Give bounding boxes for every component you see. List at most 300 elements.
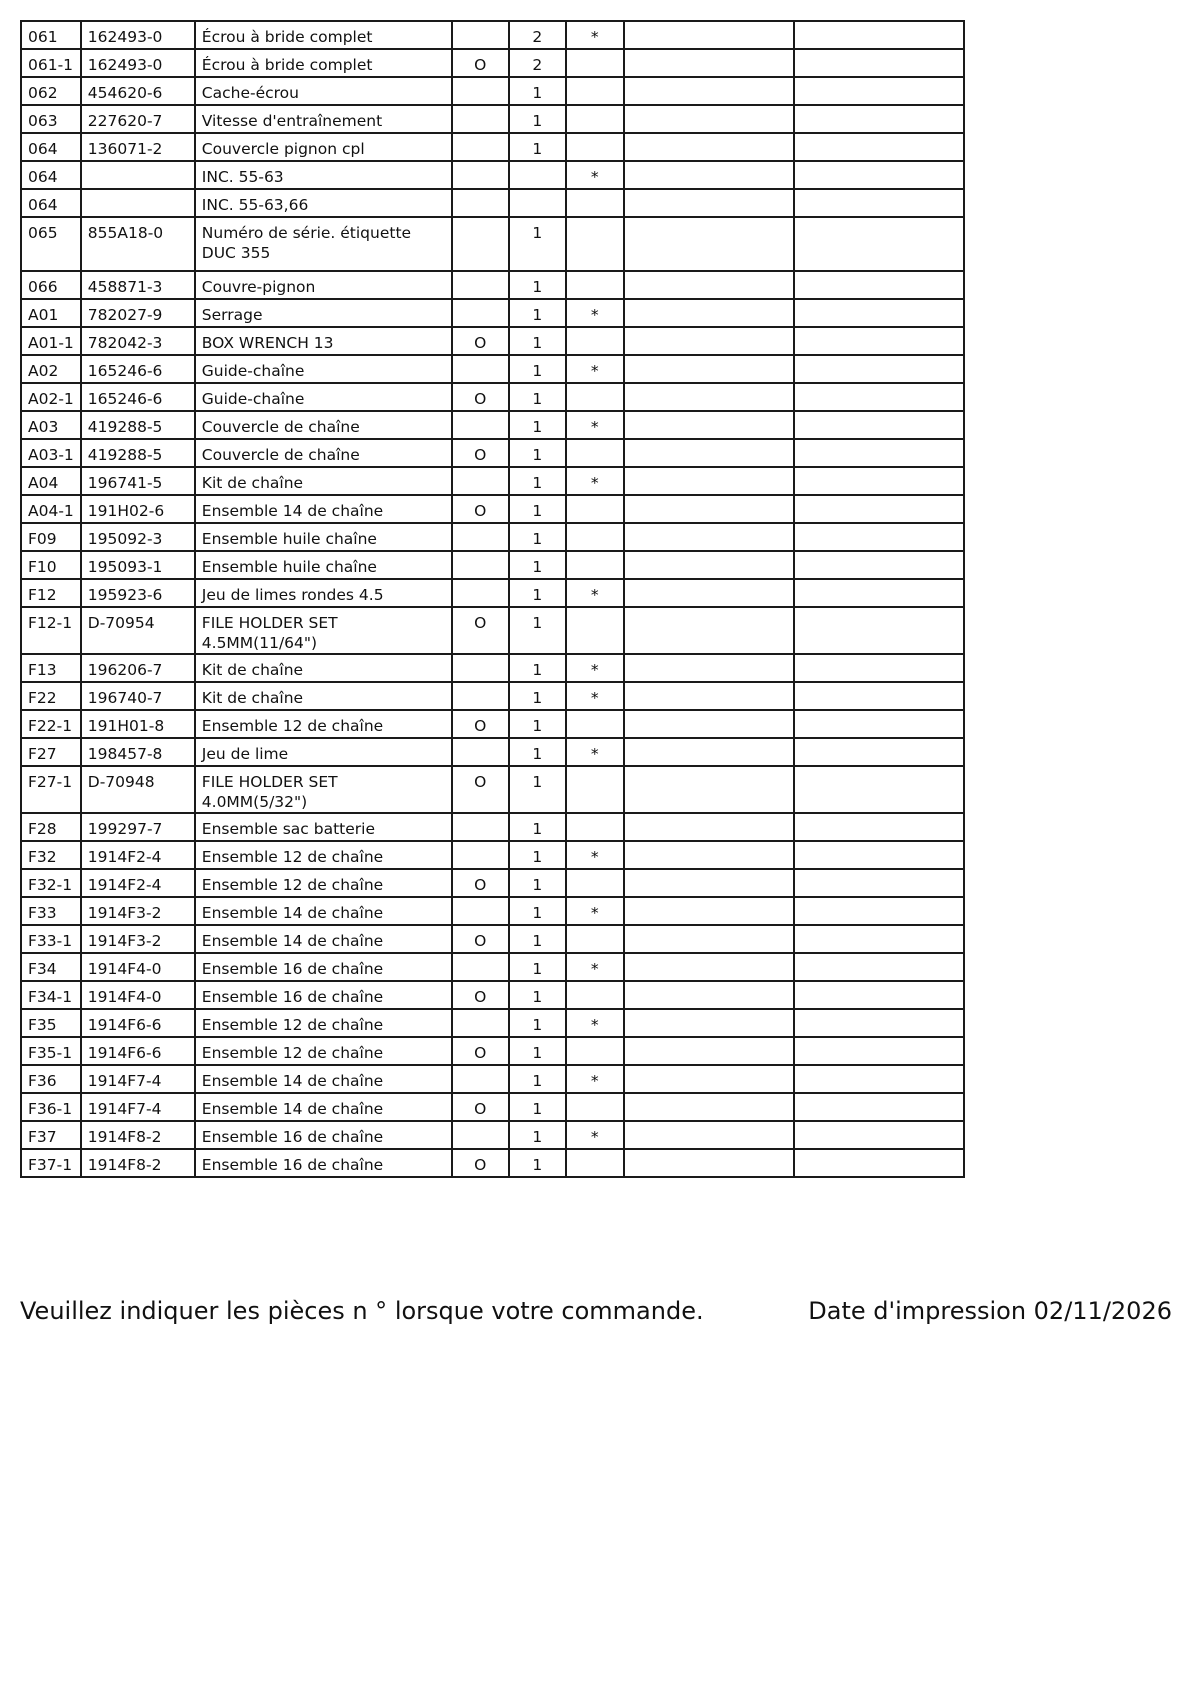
mark-cell [566,981,624,1009]
item-number-cell: F09 [21,523,81,551]
description-cell: Jeu de lime [195,738,452,766]
blank-cell-2 [794,981,964,1009]
option-cell [452,299,509,327]
mark-cell [566,271,624,299]
item-number-cell: 063 [21,105,81,133]
part-number-cell: 162493-0 [81,21,195,49]
option-cell: O [452,1149,509,1177]
description-cell: Guide-chaîne [195,383,452,411]
table-row [21,495,964,523]
table-row [21,766,964,813]
blank-cell-2 [794,327,964,355]
quantity-cell: 1 [509,841,566,869]
item-number-cell: F13 [21,654,81,682]
description-cell: Couvre-pignon [195,271,452,299]
item-number-cell: F22 [21,682,81,710]
mark-cell: * [566,897,624,925]
blank-cell-2 [794,869,964,897]
table-row [21,710,964,738]
description-cell: Ensemble 16 de chaîne [195,981,452,1009]
blank-cell-2 [794,189,964,217]
description-cell: Ensemble 14 de chaîne [195,897,452,925]
table-row [21,897,964,925]
description-cell: Ensemble sac batterie [195,813,452,841]
option-cell: O [452,869,509,897]
part-number-cell [81,161,195,189]
item-number-cell: A03 [21,411,81,439]
quantity-cell: 1 [509,682,566,710]
option-cell [452,897,509,925]
description-cell: Guide-chaîne [195,355,452,383]
option-cell [452,813,509,841]
blank-cell-2 [794,551,964,579]
description-cell: Ensemble huile chaîne [195,551,452,579]
quantity-cell: 1 [509,1121,566,1149]
blank-cell-2 [794,813,964,841]
table-row [21,77,964,105]
part-number-cell: 1914F2-4 [81,841,195,869]
blank-cell-1 [624,1121,794,1149]
part-number-cell: 199297-7 [81,813,195,841]
table-row [21,1065,964,1093]
quantity-cell: 1 [509,105,566,133]
table-row [21,355,964,383]
part-number-cell: 1914F6-6 [81,1037,195,1065]
part-number-cell: 195093-1 [81,551,195,579]
mark-cell [566,869,624,897]
blank-cell-2 [794,1037,964,1065]
blank-cell-2 [794,953,964,981]
item-number-cell: F27-1 [21,766,81,813]
blank-cell-2 [794,49,964,77]
blank-cell-2 [794,1121,964,1149]
mark-cell [566,925,624,953]
option-cell [452,523,509,551]
option-cell: O [452,1093,509,1121]
quantity-cell: 1 [509,607,566,654]
item-number-cell: 064 [21,133,81,161]
mark-cell [566,813,624,841]
option-cell [452,953,509,981]
item-number-cell: F37 [21,1121,81,1149]
description-cell: Ensemble 14 de chaîne [195,495,452,523]
part-number-cell [81,189,195,217]
blank-cell-2 [794,1009,964,1037]
description-cell: INC. 55-63 [195,161,452,189]
blank-cell-1 [624,869,794,897]
blank-cell-1 [624,77,794,105]
blank-cell-1 [624,1065,794,1093]
option-cell [452,355,509,383]
blank-cell-2 [794,523,964,551]
mark-cell: * [566,953,624,981]
option-cell: O [452,327,509,355]
mark-cell [566,77,624,105]
option-cell [452,1065,509,1093]
quantity-cell: 1 [509,1009,566,1037]
mark-cell: * [566,841,624,869]
blank-cell-1 [624,467,794,495]
table-row [21,1149,964,1177]
mark-cell [566,523,624,551]
table-row [21,551,964,579]
option-cell: O [452,1037,509,1065]
blank-cell-1 [624,49,794,77]
blank-cell-1 [624,327,794,355]
blank-cell-1 [624,495,794,523]
description-cell: Ensemble 12 de chaîne [195,1009,452,1037]
quantity-cell: 2 [509,49,566,77]
part-number-cell: 165246-6 [81,383,195,411]
quantity-cell: 1 [509,467,566,495]
quantity-cell: 1 [509,766,566,813]
mark-cell [566,710,624,738]
blank-cell-1 [624,133,794,161]
part-number-cell: D-70948 [81,766,195,813]
quantity-cell: 1 [509,355,566,383]
part-number-cell: 855A18-0 [81,217,195,271]
mark-cell [566,607,624,654]
mark-cell: * [566,411,624,439]
description-cell: Ensemble 12 de chaîne [195,841,452,869]
description-cell: Ensemble 12 de chaîne [195,869,452,897]
part-number-cell: 1914F7-4 [81,1093,195,1121]
option-cell [452,133,509,161]
item-number-cell: 061-1 [21,49,81,77]
blank-cell-2 [794,682,964,710]
blank-cell-1 [624,271,794,299]
part-number-cell: 419288-5 [81,411,195,439]
quantity-cell: 1 [509,654,566,682]
quantity-cell: 1 [509,133,566,161]
item-number-cell: A04-1 [21,495,81,523]
blank-cell-1 [624,105,794,133]
item-number-cell: F22-1 [21,710,81,738]
blank-cell-1 [624,1009,794,1037]
table-row [21,161,964,189]
part-number-cell: 1914F8-2 [81,1149,195,1177]
blank-cell-1 [624,813,794,841]
item-number-cell: F33 [21,897,81,925]
description-cell: Cache-écrou [195,77,452,105]
mark-cell [566,49,624,77]
blank-cell-2 [794,439,964,467]
blank-cell-1 [624,355,794,383]
blank-cell-1 [624,161,794,189]
mark-cell: * [566,467,624,495]
part-number-cell: 1914F3-2 [81,925,195,953]
blank-cell-1 [624,841,794,869]
part-number-cell: 419288-5 [81,439,195,467]
part-number-cell: 196740-7 [81,682,195,710]
blank-cell-1 [624,189,794,217]
option-cell: O [452,710,509,738]
mark-cell [566,439,624,467]
quantity-cell: 1 [509,299,566,327]
table-row [21,523,964,551]
option-cell: O [452,766,509,813]
option-cell [452,1121,509,1149]
table-row [21,327,964,355]
mark-cell: * [566,21,624,49]
quantity-cell: 1 [509,383,566,411]
item-number-cell: F32-1 [21,869,81,897]
item-number-cell: A04 [21,467,81,495]
item-number-cell: 064 [21,161,81,189]
option-cell: O [452,439,509,467]
item-number-cell: 064 [21,189,81,217]
description-cell: Ensemble 16 de chaîne [195,1149,452,1177]
table-row [21,981,964,1009]
table-row [21,925,964,953]
table-row [21,682,964,710]
item-number-cell: F35 [21,1009,81,1037]
option-cell [452,738,509,766]
quantity-cell: 1 [509,271,566,299]
quantity-cell: 1 [509,77,566,105]
mark-cell [566,1037,624,1065]
part-number-cell: 782027-9 [81,299,195,327]
quantity-cell: 1 [509,439,566,467]
part-number-cell: 1914F2-4 [81,869,195,897]
blank-cell-2 [794,355,964,383]
item-number-cell: A01 [21,299,81,327]
option-cell: O [452,49,509,77]
description-cell: Couvercle de chaîne [195,439,452,467]
part-number-cell: 1914F4-0 [81,953,195,981]
item-number-cell: F27 [21,738,81,766]
mark-cell [566,189,624,217]
blank-cell-2 [794,495,964,523]
blank-cell-2 [794,1065,964,1093]
part-number-cell: 196741-5 [81,467,195,495]
part-number-cell: 136071-2 [81,133,195,161]
quantity-cell: 1 [509,869,566,897]
quantity-cell: 2 [509,21,566,49]
description-cell: Kit de chaîne [195,467,452,495]
item-number-cell: F33-1 [21,925,81,953]
blank-cell-2 [794,161,964,189]
part-number-cell: 458871-3 [81,271,195,299]
item-number-cell: A02 [21,355,81,383]
option-cell [452,467,509,495]
table-row [21,271,964,299]
blank-cell-1 [624,897,794,925]
quantity-cell: 1 [509,495,566,523]
mark-cell: * [566,682,624,710]
part-number-cell: 1914F7-4 [81,1065,195,1093]
item-number-cell: F28 [21,813,81,841]
option-cell [452,161,509,189]
mark-cell: * [566,161,624,189]
description-cell: Écrou à bride complet [195,21,452,49]
blank-cell-1 [624,383,794,411]
item-number-cell: F34 [21,953,81,981]
mark-cell: * [566,355,624,383]
mark-cell [566,1149,624,1177]
table-row [21,1121,964,1149]
mark-cell [566,133,624,161]
part-number-cell: 191H02-6 [81,495,195,523]
mark-cell [566,383,624,411]
quantity-cell [509,189,566,217]
option-cell [452,77,509,105]
blank-cell-1 [624,1093,794,1121]
option-cell [452,682,509,710]
mark-cell: * [566,1009,624,1037]
table-row [21,1093,964,1121]
item-number-cell: A02-1 [21,383,81,411]
quantity-cell: 1 [509,551,566,579]
mark-cell: * [566,1121,624,1149]
part-number-cell: 191H01-8 [81,710,195,738]
mark-cell: * [566,1065,624,1093]
table-row [21,813,964,841]
description-cell: Vitesse d'entraînement [195,105,452,133]
option-cell: O [452,607,509,654]
blank-cell-1 [624,411,794,439]
quantity-cell [509,161,566,189]
quantity-cell: 1 [509,1149,566,1177]
option-cell: O [452,981,509,1009]
blank-cell-1 [624,607,794,654]
table-row [21,439,964,467]
blank-cell-1 [624,981,794,1009]
option-cell [452,411,509,439]
option-cell: O [452,925,509,953]
description-cell: Ensemble 14 de chaîne [195,1065,452,1093]
mark-cell [566,105,624,133]
print-date: Date d'impression 02/11/2026 [808,1297,1172,1325]
item-number-cell: 062 [21,77,81,105]
blank-cell-1 [624,1149,794,1177]
blank-cell-2 [794,217,964,271]
blank-cell-2 [794,654,964,682]
blank-cell-2 [794,299,964,327]
blank-cell-2 [794,105,964,133]
item-number-cell: F12 [21,579,81,607]
description-cell: Jeu de limes rondes 4.5 [195,579,452,607]
table-row [21,21,964,49]
table-row [21,49,964,77]
part-number-cell: 1914F8-2 [81,1121,195,1149]
table-row [21,189,964,217]
description-cell: BOX WRENCH 13 [195,327,452,355]
blank-cell-2 [794,738,964,766]
option-cell [452,217,509,271]
description-cell: Serrage [195,299,452,327]
option-cell [452,21,509,49]
mark-cell [566,327,624,355]
table-row [21,299,964,327]
table-row [21,1009,964,1037]
description-cell: Couvercle pignon cpl [195,133,452,161]
mark-cell: * [566,654,624,682]
table-row [21,841,964,869]
table-row [21,411,964,439]
part-number-cell: 198457-8 [81,738,195,766]
quantity-cell: 1 [509,1037,566,1065]
parts-table [20,20,965,1178]
option-cell [452,105,509,133]
mark-cell [566,551,624,579]
table-row [21,607,964,654]
table-row [21,133,964,161]
blank-cell-1 [624,1037,794,1065]
quantity-cell: 1 [509,813,566,841]
part-number-cell: 782042-3 [81,327,195,355]
item-number-cell: A03-1 [21,439,81,467]
item-number-cell: F32 [21,841,81,869]
item-number-cell: F36 [21,1065,81,1093]
part-number-cell: D-70954 [81,607,195,654]
blank-cell-2 [794,21,964,49]
blank-cell-1 [624,21,794,49]
table-row [21,1037,964,1065]
description-cell: Ensemble 12 de chaîne [195,710,452,738]
description-cell: Kit de chaîne [195,682,452,710]
option-cell: O [452,495,509,523]
quantity-cell: 1 [509,327,566,355]
table-row [21,217,964,271]
table-row [21,467,964,495]
part-number-cell: 195923-6 [81,579,195,607]
blank-cell-2 [794,1149,964,1177]
blank-cell-1 [624,579,794,607]
item-number-cell: F34-1 [21,981,81,1009]
blank-cell-2 [794,411,964,439]
item-number-cell: F36-1 [21,1093,81,1121]
description-cell: FILE HOLDER SET 4.0MM(5/32") [195,766,452,813]
option-cell [452,579,509,607]
blank-cell-2 [794,710,964,738]
description-cell: Ensemble 12 de chaîne [195,1037,452,1065]
part-number-cell: 454620-6 [81,77,195,105]
blank-cell-2 [794,383,964,411]
blank-cell-1 [624,654,794,682]
item-number-cell: 061 [21,21,81,49]
blank-cell-1 [624,710,794,738]
blank-cell-2 [794,133,964,161]
item-number-cell: F12-1 [21,607,81,654]
description-cell: Ensemble 16 de chaîne [195,1121,452,1149]
item-number-cell: A01-1 [21,327,81,355]
part-number-cell: 195092-3 [81,523,195,551]
blank-cell-1 [624,766,794,813]
description-cell: Ensemble huile chaîne [195,523,452,551]
description-cell: INC. 55-63,66 [195,189,452,217]
mark-cell [566,495,624,523]
quantity-cell: 1 [509,1065,566,1093]
quantity-cell: 1 [509,738,566,766]
item-number-cell: F35-1 [21,1037,81,1065]
blank-cell-1 [624,523,794,551]
quantity-cell: 1 [509,925,566,953]
description-cell: Ensemble 14 de chaîne [195,1093,452,1121]
option-cell [452,271,509,299]
description-cell: Écrou à bride complet [195,49,452,77]
blank-cell-1 [624,738,794,766]
blank-cell-1 [624,953,794,981]
mark-cell: * [566,579,624,607]
blank-cell-2 [794,925,964,953]
part-number-cell: 227620-7 [81,105,195,133]
blank-cell-2 [794,467,964,495]
mark-cell [566,217,624,271]
order-instruction-note: Veuillez indiquer les pièces n ° lorsque votre commande. [20,1297,704,1325]
blank-cell-1 [624,217,794,271]
mark-cell [566,766,624,813]
